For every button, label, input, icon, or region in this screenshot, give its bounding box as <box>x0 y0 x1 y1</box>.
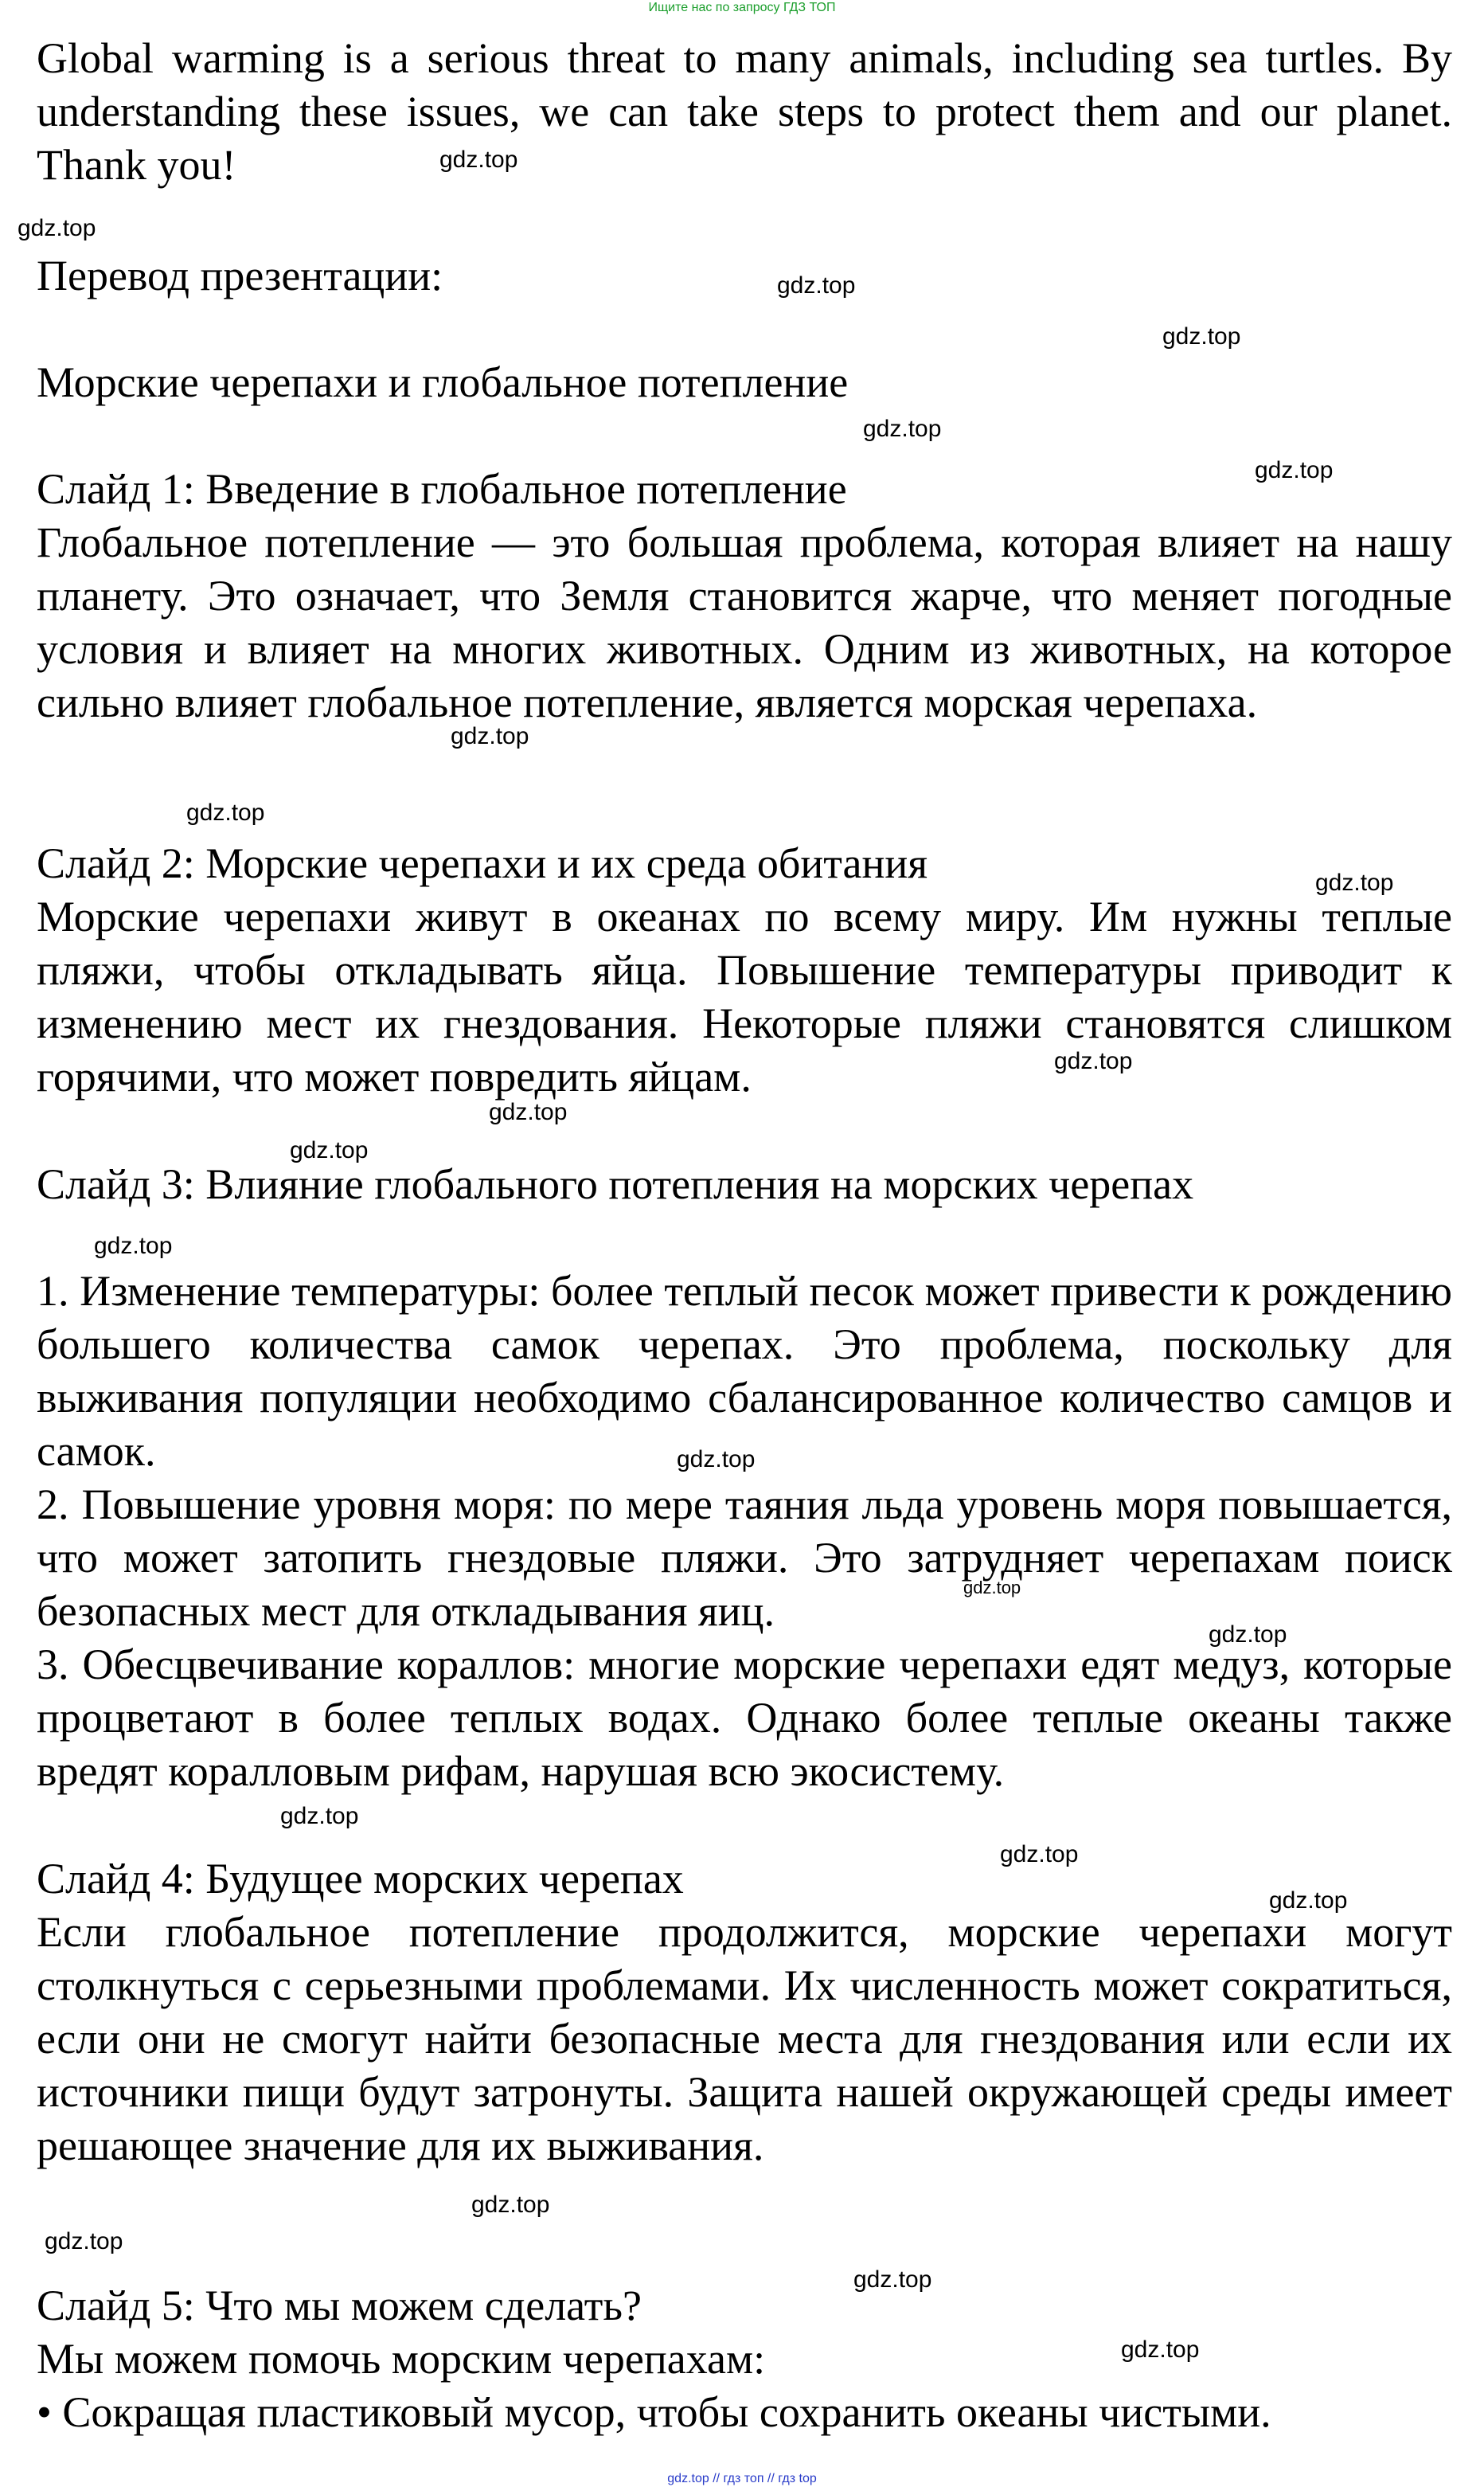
watermark: gdz.top <box>777 272 856 299</box>
slide5-intro: Мы можем помочь морским черепахам: <box>37 2335 766 2383</box>
watermark: gdz.top <box>18 215 96 241</box>
watermark: gdz.top <box>1121 2336 1200 2363</box>
slide2-heading: Слайд 2: Морские черепахи и их среда обитания <box>37 839 928 887</box>
slide3-heading: Слайд 3: Влияние глобального потепления на морских черепах <box>37 1160 1194 1208</box>
watermark: gdz.top <box>1209 1621 1287 1648</box>
watermark: gdz.top <box>1315 870 1394 896</box>
slide3-item-1: 1. Изменение температуры: более теплый песок может привести к рождению большего количества самок черепах. Это проблема, поскольку для выживания популяции необходимо сбалансированное количество самцов и самок. <box>37 1267 1452 1475</box>
slide5-bullet-1: • Сокращая пластиковый мусор, чтобы сохранить океаны чистыми. <box>37 2388 1271 2436</box>
slide3-item-3: 3. Обесцвечивание кораллов: многие морские черепахи едят медуз, которые процветают в более теплых водах. Однако более теплые океаны также вредят коралловым рифам, нарушая всю экосистему. <box>37 1640 1452 1795</box>
watermark: gdz.top <box>489 1099 568 1125</box>
translation-heading: Перевод презентации: <box>37 252 443 299</box>
watermark: gdz.top <box>853 2266 932 2293</box>
watermark: gdz.top <box>439 147 518 173</box>
watermark: gdz.top <box>677 1446 756 1472</box>
watermark: gdz.top <box>280 1803 359 1829</box>
watermark: gdz.top <box>963 1578 1021 1597</box>
slide3-item-2: 2. Повышение уровня моря: по мере таяния льда уровень моря повышается, что может затопить гнездовые пляжи. Это затрудняет черепахам поиск безопасных мест для откладывания яиц. <box>37 1480 1452 1635</box>
watermark: gdz.top <box>94 1233 173 1259</box>
watermark: gdz.top <box>1000 1841 1079 1867</box>
top-banner[interactable]: Ищите нас по запросу ГДЗ ТОП <box>648 1 836 14</box>
watermark: gdz.top <box>1255 457 1334 483</box>
watermark: gdz.top <box>1162 323 1241 350</box>
slide4-paragraph: Если глобальное потепление продолжится, морские черепахи могут столкнуться с серьезными проблемами. Их численность может сократиться, если они не смогут найти безопасные места для гнездования или если их источники пищи будут затронуты. Защита нашей окружающей среды имеет решающее значение для их выживания. <box>37 1908 1452 2169</box>
slide2-paragraph: Морские черепахи живут в океанах по всему миру. Им нужны теплые пляжи, чтобы откладывать яйца. Повышение температуры приводит к изменению мест их гнездования. Некоторые пляжи становятся слишком горячими, что может повредить яйцам. <box>37 893 1452 1101</box>
conclusion-paragraph: Global warming is a serious threat to many animals, including sea turtles. By understanding these issues, we can take steps to protect them and our planet. Thank you! <box>37 34 1452 189</box>
watermark: gdz.top <box>451 723 529 749</box>
watermark: gdz.top <box>1054 1048 1133 1074</box>
slide1-paragraph: Глобальное потепление — это большая проблема, которая влияет на нашу планету. Это означает, что Земля становится жарче, что меняет погодные условия и влияет на многих животных. Одним из животных, на которое сильно влияет глобальное потепление, является морская черепаха. <box>37 518 1452 726</box>
document-title: Морские черепахи и глобальное потепление <box>37 358 849 406</box>
watermark: gdz.top <box>290 1137 369 1163</box>
slide1-heading: Слайд 1: Введение в глобальное потепление <box>37 465 847 513</box>
watermark: gdz.top <box>863 416 942 442</box>
watermark: gdz.top <box>45 2228 123 2254</box>
watermark: gdz.top <box>186 800 265 826</box>
watermark: gdz.top <box>1269 1887 1348 1914</box>
slide5-heading: Слайд 5: Что мы можем сделать? <box>37 2282 642 2329</box>
bottom-banner[interactable]: gdz.top // гдз топ // гдз top <box>667 2472 817 2485</box>
slide4-heading: Слайд 4: Будущее морских черепах <box>37 1855 684 1902</box>
watermark: gdz.top <box>471 2192 550 2218</box>
